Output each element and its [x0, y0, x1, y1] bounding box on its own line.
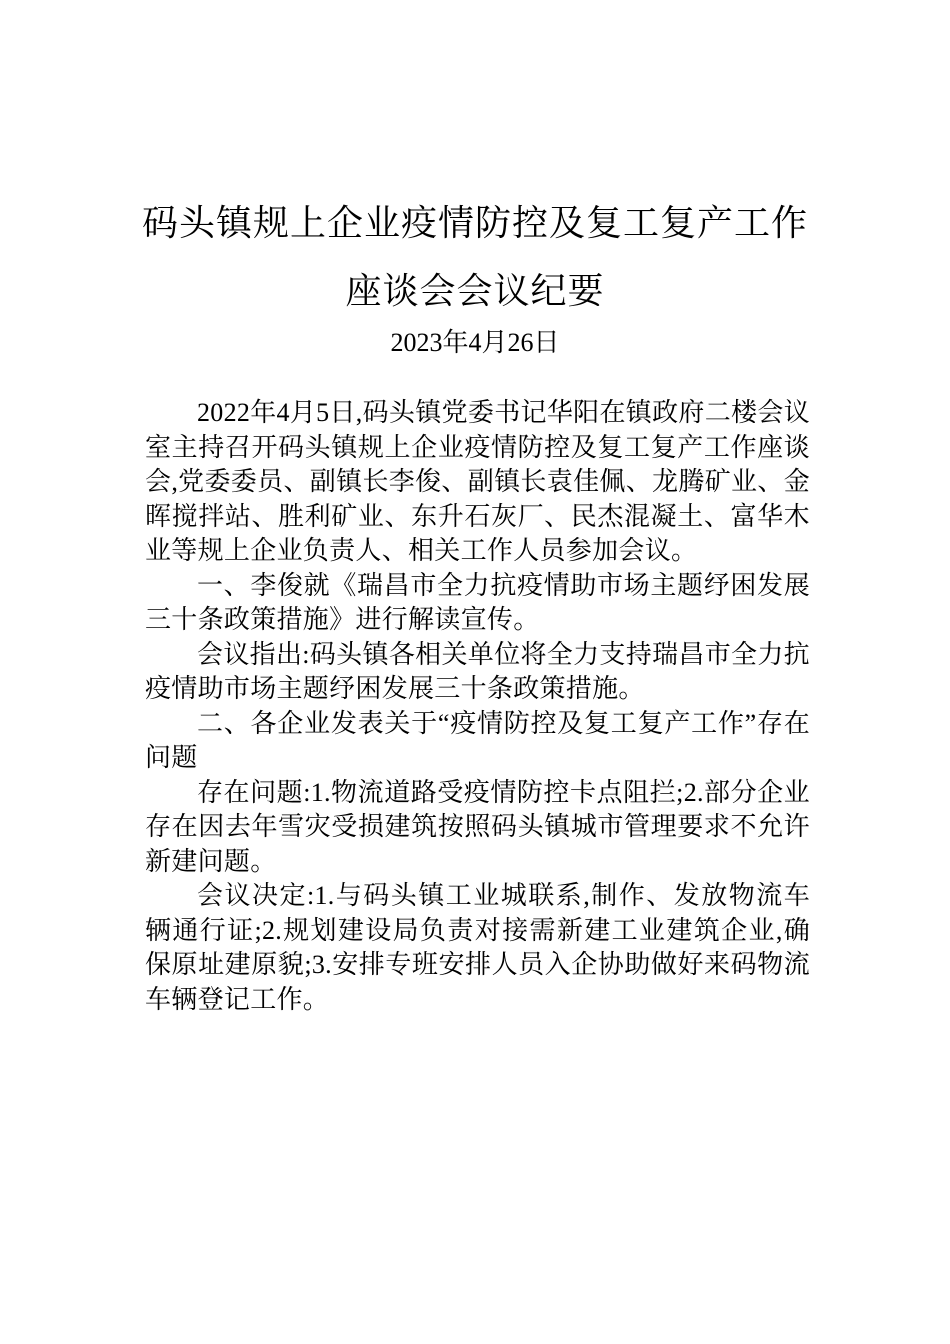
paragraph-decisions: 会议决定:1.与码头镇工业城联系,制作、发放物流车辆通行证;2.规划建设局负责对接需新建工业建筑企业,确保原址建原貌;3.安排专班安排人员入企协助做好来码物流车辆登记工作。 — [145, 881, 810, 1014]
paragraph-item-one: 一、李俊就《瑞昌市全力抗疫情助市场主题纾困发展三十条政策措施》进行解读宣传。 — [145, 570, 810, 634]
document-body — [145, 396, 810, 1017]
paragraph-issues: 存在问题:1.物流道路受疫情防控卡点阻拦;2.部分企业存在因去年雪灾受损建筑按照码头镇城市管理要求不允许新建问题。 — [145, 777, 810, 876]
document-title-line-2: 座谈会会议纪要 — [345, 271, 605, 312]
document-title-line-1: 码头镇规上企业疫情防控及复工复产工作 — [141, 203, 808, 244]
paragraph-item-two: 二、各企业发表关于“疫情防控及复工复产工作”存在问题 — [145, 708, 810, 772]
paragraph-meeting-notes: 会议指出:码头镇各相关单位将全力支持瑞昌市全力抗疫情助市场主题纾困发展三十条政策措施。 — [145, 639, 810, 703]
paragraph-opening: 2022年4月5日,码头镇党委书记华阳在镇政府二楼会议室主持召开码头镇规上企业疫情防控及复工复产工作座谈会,党委委员、副镇长李俊、副镇长袁佳佩、龙腾矿业、金晖搅拌站、胜利矿业、东升石灰厂、民杰混凝土、富华木业等规上企业负责人、相关工作人员参加会议。 — [145, 398, 810, 565]
document-date: 2023年4月26日 — [390, 328, 560, 357]
